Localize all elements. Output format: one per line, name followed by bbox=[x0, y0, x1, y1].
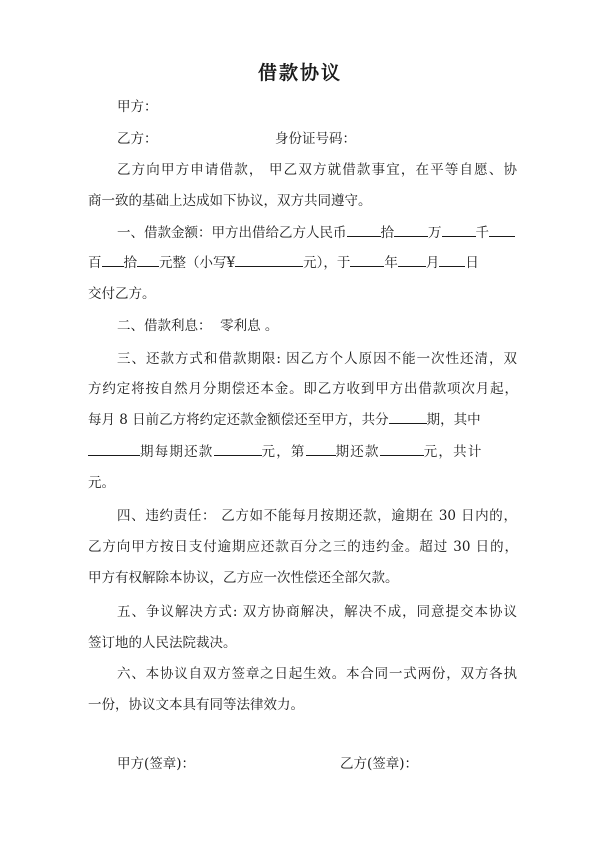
clause-3-line-4 bbox=[88, 440, 518, 460]
signature-party-b: 乙方(签章)： bbox=[340, 756, 419, 772]
clause-1-line-3: 交付乙方。 bbox=[88, 286, 156, 302]
blank-bai[interactable] bbox=[489, 223, 515, 237]
blank-small-amount[interactable] bbox=[235, 253, 303, 267]
clause-1-head: 一、借款金额：甲方出借给乙方人民币 bbox=[117, 225, 347, 241]
blank-yuan[interactable] bbox=[137, 253, 159, 267]
unit-yuan-zheng: 元整（小写¥ bbox=[159, 255, 236, 271]
signature-party-a: 甲方(签章)： bbox=[117, 756, 196, 772]
blank-day[interactable] bbox=[439, 253, 465, 267]
clause-3-line-5: 元。 bbox=[88, 475, 115, 491]
unit-shi-2: 拾 bbox=[123, 255, 137, 271]
clause-2-line bbox=[117, 314, 517, 334]
clause-1-line-1 bbox=[117, 221, 517, 241]
unit-year: 年 bbox=[384, 255, 398, 271]
clause-1-line-2 bbox=[88, 251, 518, 271]
clause-3-l3-b: 期，其中 bbox=[426, 412, 481, 428]
clause-3-l4-c: 期还款 bbox=[335, 444, 380, 460]
clause-4-line-2: 乙方向甲方按日支付逾期应还款百分之三的违约金。超过 30 日的， bbox=[88, 539, 518, 555]
clause-4-line-1: 四、违约责任： 乙方如不能每月按期还款，逾期在 30 日内的， bbox=[117, 508, 517, 524]
unit-wan: 万 bbox=[428, 225, 442, 241]
unit-qian: 千 bbox=[475, 225, 489, 241]
clause-3-l4-d: 元，共计 bbox=[423, 444, 483, 460]
clause-3-line-2: 方约定将按自然月分期偿还本金。即乙方收到甲方出借款项次月起， bbox=[88, 381, 518, 397]
unit-bai: 百 bbox=[88, 255, 102, 271]
party-a-label: 甲方： bbox=[117, 99, 158, 115]
unit-month: 月 bbox=[425, 255, 440, 271]
blank-shi[interactable] bbox=[347, 223, 381, 237]
clause-3-line-3 bbox=[88, 408, 518, 428]
blank-month[interactable] bbox=[398, 253, 426, 267]
id-number-label: 身份证号码： bbox=[275, 131, 356, 147]
blank-period-n[interactable] bbox=[306, 442, 336, 456]
unit-shi: 拾 bbox=[380, 225, 394, 241]
blank-wan[interactable] bbox=[394, 223, 428, 237]
clause-3-l3-a: 每月 8 日前乙方将约定还款金额偿还至甲方，共分 bbox=[88, 412, 389, 428]
clause-4-line-3: 甲方有权解除本协议，乙方应一次性偿还全部欠款。 bbox=[88, 570, 399, 586]
blank-periods[interactable] bbox=[88, 442, 140, 456]
clause-2-head: 二、借款利息： bbox=[117, 318, 212, 334]
intro-line-1: 乙方向甲方申请借款， 甲乙双方就借款事宜，在平等自愿、协 bbox=[117, 162, 517, 178]
clause-6-line-2: 一份，协议文本具有同等法律效力。 bbox=[88, 697, 304, 713]
clause-5-line-2: 签订地的人民法院裁决。 bbox=[88, 635, 237, 651]
clause-6-line-1: 六、本协议自双方签章之日起生效。本合同一式两份，双方各执 bbox=[117, 666, 517, 682]
clause-2-value: 零利息 。 bbox=[220, 318, 279, 334]
blank-period-amount[interactable] bbox=[380, 442, 424, 456]
clause-5-line-1: 五、争议解决方式: 双方协商解决，解决不成，同意提交本协议 bbox=[117, 604, 517, 620]
document-title: 借款协议 bbox=[257, 62, 342, 84]
party-b-label: 乙方： bbox=[117, 131, 158, 147]
blank-qian[interactable] bbox=[442, 223, 476, 237]
unit-close: 元），于 bbox=[303, 255, 351, 271]
blank-installments[interactable] bbox=[389, 410, 427, 424]
blank-year[interactable] bbox=[350, 253, 384, 267]
intro-line-2: 商一致的基础上达成如下协议，双方共同遵守。 bbox=[88, 193, 372, 209]
clause-3-l4-a: 期每期还款 bbox=[140, 444, 214, 460]
unit-day: 日 bbox=[465, 255, 479, 271]
blank-shi-2[interactable] bbox=[102, 253, 124, 267]
clause-3-l4-b: 元，第 bbox=[261, 444, 306, 460]
blank-per-amount[interactable] bbox=[214, 442, 262, 456]
clause-3-line-1: 三、还款方式和借款期限: 因乙方个人原因不能一次性还清，双 bbox=[117, 351, 517, 367]
